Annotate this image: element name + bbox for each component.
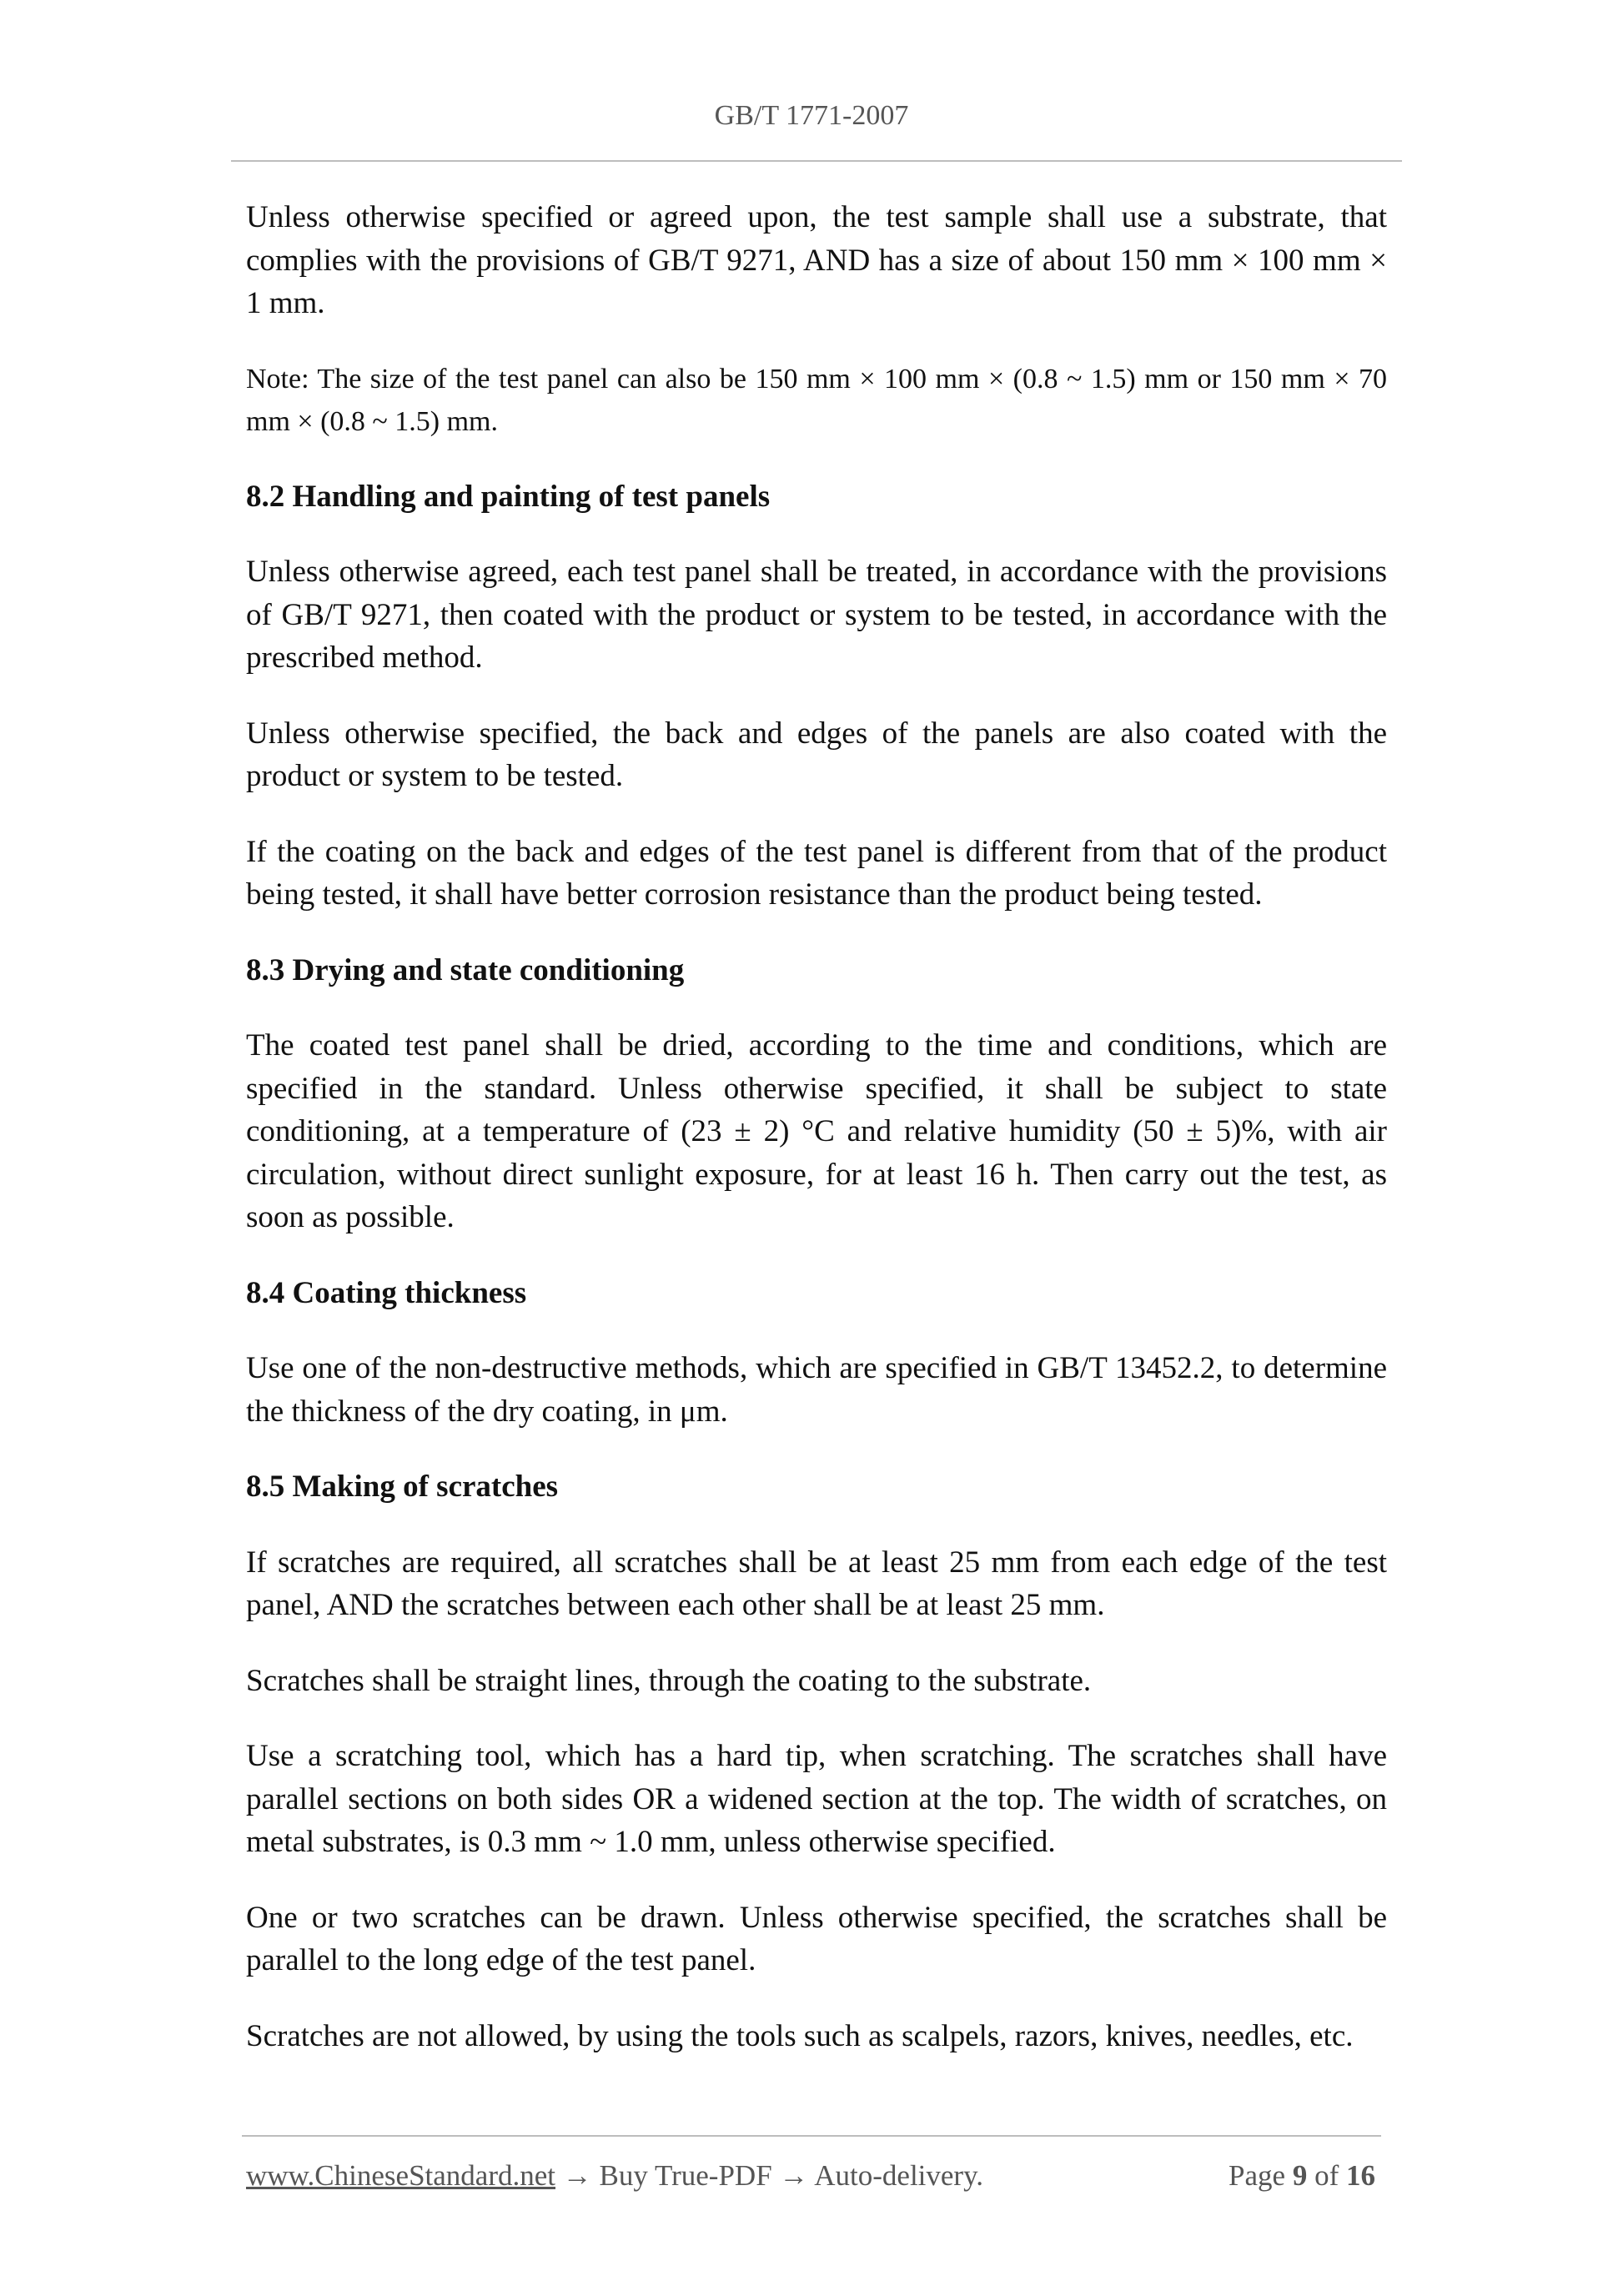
document-id-header: GB/T 1771-2007	[714, 100, 909, 131]
paragraph-8-4-thickness: Use one of the non-destructive methods, which are specified in GB/T 13452.2, to determine the thickness of the dry coating, in μm.	[246, 1351, 1387, 1429]
section-heading-8-5: 8.5 Making of scratches	[246, 1470, 559, 1504]
paragraph-8-2-corrosion: If the coating on the back and edges of the test panel is different from that of the product being tested, it shall have better corrosion resistance than the product being tested.	[246, 834, 1387, 912]
arrow-right-icon: →	[779, 2159, 809, 2192]
current-page-number: 9	[1292, 2159, 1308, 2192]
section-heading-8-2: 8.2 Handling and painting of test panels	[246, 479, 771, 514]
paragraph-8-5-distance: If scratches are required, all scratches shall be at least 25 mm from each edge of the test panel, AND the scratches between each other shall be at least 25 mm.	[246, 1545, 1387, 1622]
footer-promo	[246, 2159, 983, 2193]
auto-delivery-text: Auto-delivery.	[814, 2159, 984, 2192]
page-body	[246, 196, 1387, 2090]
paragraph-8-2-treatment: Unless otherwise agreed, each test panel shall be treated, in accordance with the provisions of GB/T 9271, then coated with the product or system to be tested, in accordance with the prescribed method.	[246, 555, 1387, 675]
page-label: Page	[1229, 2159, 1286, 2192]
paragraph-substrate: Unless otherwise specified or agreed upon, the test sample shall use a substrate, that complies with the provisions of GB/T 9271, AND has a size of about 150 mm × 100 mm × 1 mm.	[246, 200, 1387, 320]
of-label: of	[1314, 2159, 1339, 2192]
section-heading-8-3: 8.3 Drying and state conditioning	[246, 952, 685, 987]
paragraph-8-2-back-edges: Unless otherwise specified, the back and edges of the panels are also coated with the product or system to be tested.	[246, 716, 1387, 793]
page-number	[1229, 2159, 1375, 2193]
arrow-right-icon: →	[562, 2159, 592, 2192]
paragraph-8-5-forbidden-tools: Scratches are not allowed, by using the tools such as scalpels, razors, knives, needles, etc.	[246, 2018, 1354, 2053]
header-divider	[231, 160, 1402, 162]
section-heading-8-4: 8.4 Coating thickness	[246, 1275, 527, 1310]
paragraph-8-5-count: One or two scratches can be drawn. Unless otherwise specified, the scratches shall be parallel to the long edge of the test panel.	[246, 1900, 1387, 1977]
paragraph-8-3-drying: The coated test panel shall be dried, according to the time and conditions, which are specified in the standard. Unless otherwise specified, it shall be subject to state conditioning, at a temperature of (23 ± 2) °C and relative humidity (50 ± 5)%, with air circulation, without direct sunlight exposure, for at least 16 h. Then carry out the test, as soon as possible.	[246, 1028, 1387, 1234]
total-page-count: 16	[1346, 2159, 1375, 2192]
site-link[interactable]: www.ChineseStandard.net	[246, 2159, 555, 2192]
paragraph-8-5-straight: Scratches shall be straight lines, through the coating to the substrate.	[246, 1663, 1092, 1698]
paragraph-8-5-tool: Use a scratching tool, which has a hard tip, when scratching. The scratches shall have parallel sections on both sides OR a widened section at the top. The width of scratches, on metal substrates, is 0.3 mm ~ 1.0 mm, unless otherwise specified.	[246, 1739, 1387, 1859]
note-panel-size: Note: The size of the test panel can also be 150 mm × 100 mm × (0.8 ~ 1.5) mm or 150 mm × 70 mm × (0.8 ~ 1.5) mm.	[246, 363, 1387, 437]
footer-divider	[242, 2135, 1381, 2137]
buy-true-pdf-text: Buy True-PDF	[599, 2159, 772, 2192]
